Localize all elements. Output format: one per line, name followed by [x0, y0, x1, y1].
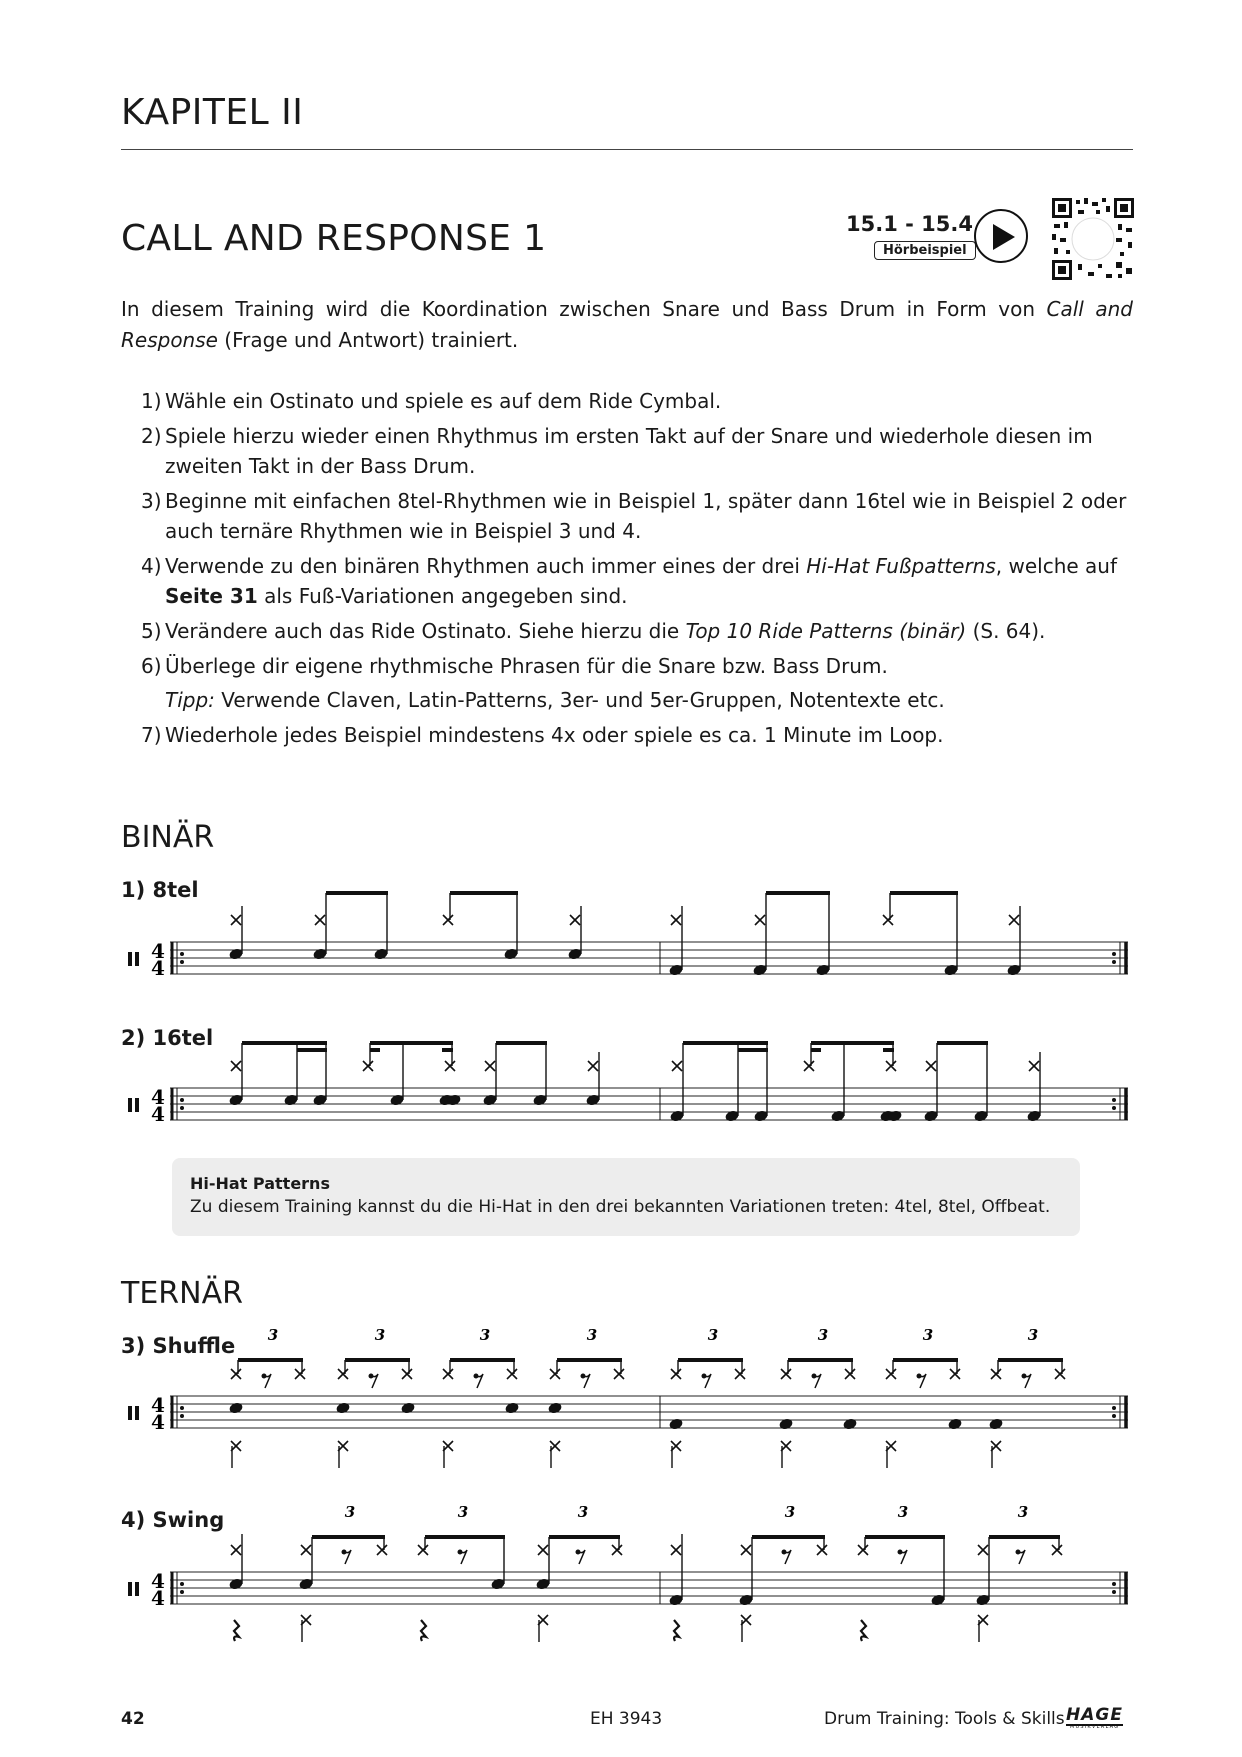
list-item — [141, 651, 1131, 681]
percussion-clef-icon — [135, 1582, 139, 1596]
note-beam — [811, 1041, 894, 1045]
triplet-number: 3 — [1017, 1503, 1029, 1521]
book-title: Drum Training: Tools & Skills — [824, 1709, 1065, 1729]
repeat-dot — [180, 1106, 184, 1110]
eighth-rest-icon — [784, 1550, 791, 1564]
note-beam — [549, 1535, 620, 1539]
bass-drum-note — [668, 1417, 683, 1430]
step-text: Verändere auch das Ride Ostinato. Siehe hierzu die — [165, 619, 686, 643]
triplet-number: 3 — [344, 1503, 356, 1521]
quarter-rest-icon — [861, 1620, 866, 1641]
triplet-number: 3 — [457, 1503, 469, 1521]
step-text: Beginne mit einfachen 8tel-Rhythmen wie in Beispiel 1, später dann 16tel wie in Beispiel 2 oder auch ternäre Rhythmen wie in Beispiel 3 und 4. — [165, 489, 1127, 543]
time-signature-top: 4 — [151, 1393, 165, 1417]
repeat-dot — [180, 1582, 184, 1586]
note-beam — [425, 1535, 505, 1539]
step-number: 5) — [141, 619, 162, 643]
eighth-rest-icon — [900, 1550, 907, 1564]
percussion-clef-icon — [128, 952, 132, 966]
bass-drum-note — [988, 1417, 1003, 1430]
note-beam — [496, 1041, 547, 1045]
note-beam — [937, 1041, 988, 1045]
triplet-number: 3 — [817, 1326, 829, 1344]
note-beam — [811, 1048, 821, 1052]
repeat-dot — [180, 1590, 184, 1594]
bass-drum-note — [778, 1417, 793, 1430]
list-item — [141, 421, 1131, 481]
eighth-rest-icon — [1024, 1374, 1031, 1388]
audio-label-badge: Hörbeispiel — [874, 241, 976, 260]
note-beam — [312, 1535, 385, 1539]
repeat-dot — [180, 960, 184, 964]
percussion-clef-icon — [128, 1582, 132, 1596]
note-beam — [766, 891, 830, 895]
repeat-dot — [180, 1414, 184, 1418]
eighth-rest-icon — [460, 1550, 467, 1564]
note-beam — [238, 1358, 303, 1362]
repeat-dot — [1112, 1106, 1116, 1110]
triplet-number: 3 — [577, 1503, 589, 1521]
step-number: 6) — [141, 654, 162, 678]
note-beam — [989, 1535, 1060, 1539]
note-beam — [893, 1358, 958, 1362]
section-title: CALL AND RESPONSE 1 — [121, 218, 547, 259]
eighth-rest-icon — [578, 1550, 585, 1564]
intro-italic: Call and Response — [121, 297, 1133, 352]
repeat-dot — [1112, 960, 1116, 964]
step-number: 1) — [141, 389, 162, 413]
step-list — [141, 386, 1131, 750]
snare-note — [400, 1401, 415, 1414]
triplet-number: 3 — [479, 1326, 491, 1344]
time-signature-top: 4 — [151, 1569, 165, 1593]
play-icon — [991, 223, 1017, 251]
note-beam — [678, 1358, 743, 1362]
tip-text: Verwende Claven, Latin-Patterns, 3er- und 5er-Gruppen, Notentexte etc. — [214, 688, 945, 712]
play-button[interactable] — [974, 209, 1028, 263]
eighth-rest-icon — [371, 1374, 378, 1388]
note-beam — [890, 891, 958, 895]
triplet-number: 3 — [586, 1326, 598, 1344]
publisher-logo — [1066, 1706, 1132, 1730]
triplet-number: 3 — [267, 1326, 279, 1344]
repeat-dot — [180, 952, 184, 956]
note-beam — [326, 891, 388, 895]
list-item — [141, 551, 1131, 611]
note-beam — [788, 1358, 853, 1362]
example-2-label: 2) 16tel — [121, 1026, 214, 1050]
eighth-rest-icon — [583, 1374, 590, 1388]
triplet-number: 3 — [784, 1503, 796, 1521]
example-3-label: 3) Shuffle — [121, 1334, 236, 1358]
hi-hat-callout — [172, 1158, 1080, 1236]
step-text: Wiederhole jedes Beispiel mindestens 4x oder spiele es ca. 1 Minute im Loop. — [165, 723, 944, 747]
note-beam — [297, 1048, 327, 1052]
percussion-clef-icon — [128, 1406, 132, 1420]
repeat-dot — [1112, 1590, 1116, 1594]
triplet-number: 3 — [922, 1326, 934, 1344]
quarter-rest-icon — [234, 1620, 239, 1641]
publisher-name: HAGE — [1066, 1705, 1123, 1725]
note-beam — [450, 1358, 515, 1362]
callout-text: Zu diesem Training kannst du die Hi-Hat in den drei bekannten Variationen treten: 4tel, 8tel, Offbeat. — [190, 1197, 1051, 1217]
repeat-dot — [1112, 1098, 1116, 1102]
step-text: Überlege dir eigene rhythmische Phrasen für die Snare bzw. Bass Drum. — [165, 654, 888, 678]
step-number: 7) — [141, 723, 162, 747]
time-signature-bottom: 4 — [151, 1586, 165, 1610]
chapter-rule — [121, 149, 1133, 150]
intro-text: In diesem Training wird die Koordination zwischen Snare und Bass Drum in Form von — [121, 297, 1047, 321]
example-2-notation — [0, 1030, 1242, 1140]
example-3-notation — [0, 1326, 1242, 1480]
note-beam — [683, 1041, 768, 1045]
note-beam — [370, 1041, 453, 1045]
page-number: 42 — [121, 1709, 145, 1729]
time-signature-bottom: 4 — [151, 1102, 165, 1126]
quarter-rest-icon — [674, 1620, 679, 1641]
step-number: 3) — [141, 489, 162, 513]
triplet-number: 3 — [897, 1503, 909, 1521]
triplet-number: 3 — [1027, 1326, 1039, 1344]
triplet-number: 3 — [707, 1326, 719, 1344]
list-item — [141, 386, 1131, 416]
note-beam — [242, 1041, 327, 1045]
triplet-number: 3 — [374, 1326, 386, 1344]
eighth-rest-icon — [814, 1374, 821, 1388]
note-beam — [345, 1358, 410, 1362]
snare-note — [504, 1401, 519, 1414]
binar-heading: BINÄR — [121, 820, 215, 855]
callout-title: Hi-Hat Patterns — [190, 1174, 330, 1193]
example-4-notation — [0, 1503, 1242, 1664]
eighth-rest-icon — [919, 1374, 926, 1388]
time-signature-bottom: 4 — [151, 1410, 165, 1434]
eighth-rest-icon — [704, 1374, 711, 1388]
repeat-dot — [1112, 1406, 1116, 1410]
eighth-rest-icon — [344, 1550, 351, 1564]
chapter-title: KAPITEL II — [121, 92, 304, 133]
eighth-rest-icon — [1018, 1550, 1025, 1564]
snare-note — [335, 1401, 350, 1414]
list-item — [141, 720, 1131, 750]
step-number: 2) — [141, 424, 162, 448]
example-1-label: 1) 8tel — [121, 878, 199, 902]
percussion-clef-icon — [135, 1098, 139, 1112]
step-number: 4) — [141, 554, 162, 578]
example-1-notation — [0, 880, 1242, 990]
ternar-heading: TERNÄR — [121, 1276, 243, 1311]
percussion-clef-icon — [135, 1406, 139, 1420]
snare-note — [228, 1401, 243, 1414]
tip-label: Tipp: — [165, 688, 215, 712]
qr-code-icon[interactable] — [1052, 198, 1134, 280]
repeat-dot — [1112, 1582, 1116, 1586]
time-signature-top: 4 — [151, 1085, 165, 1109]
step-bold: Seite 31 — [165, 584, 258, 608]
percussion-clef-icon — [128, 1098, 132, 1112]
intro-paragraph — [121, 294, 1133, 356]
time-signature-bottom: 4 — [151, 956, 165, 980]
publisher-sub: MUSIKVERLAG — [1070, 1724, 1120, 1730]
note-beam — [883, 1048, 894, 1052]
step-text: Spiele hierzu wieder einen Rhythmus im ersten Takt auf der Snare und wiederhole diesen im zweiten Takt in der Bass Drum. — [165, 424, 1093, 478]
note-beam — [450, 891, 518, 895]
step-text: Verwende zu den binären Rhythmen auch immer eines der drei — [165, 554, 807, 578]
step-text: als Fuß-Variationen angegeben sind. — [257, 584, 628, 608]
bass-drum-note — [842, 1417, 857, 1430]
note-beam — [865, 1535, 945, 1539]
note-beam — [752, 1535, 825, 1539]
step-text: (S. 64). — [966, 619, 1046, 643]
list-item — [141, 616, 1131, 646]
percussion-clef-icon — [135, 952, 139, 966]
note-beam — [557, 1358, 622, 1362]
snare-note — [547, 1401, 562, 1414]
note-beam — [370, 1048, 380, 1052]
tip-item — [141, 685, 1131, 715]
step-italic: Hi-Hat Fußpatterns — [806, 554, 996, 578]
repeat-dot — [1112, 952, 1116, 956]
note-beam — [442, 1048, 453, 1052]
bass-drum-note — [947, 1417, 962, 1430]
list-item — [141, 486, 1131, 546]
step-text: Wähle ein Ostinato und spiele es auf dem Ride Cymbal. — [165, 389, 722, 413]
example-4-label: 4) Swing — [121, 1508, 225, 1532]
edition-code: EH 3943 — [590, 1709, 663, 1729]
eighth-rest-icon — [264, 1374, 271, 1388]
note-beam — [998, 1358, 1063, 1362]
step-text: , welche auf — [995, 554, 1118, 578]
repeat-dot — [180, 1098, 184, 1102]
time-signature-top: 4 — [151, 939, 165, 963]
note-beam — [738, 1048, 768, 1052]
quarter-rest-icon — [421, 1620, 426, 1641]
repeat-dot — [180, 1406, 184, 1410]
eighth-rest-icon — [476, 1374, 483, 1388]
repeat-dot — [1112, 1414, 1116, 1418]
audio-track-range: 15.1 - 15.4 — [846, 212, 973, 236]
intro-text-end: (Frage und Antwort) trainiert. — [217, 328, 519, 352]
step-italic: Top 10 Ride Patterns (binär) — [685, 619, 967, 643]
